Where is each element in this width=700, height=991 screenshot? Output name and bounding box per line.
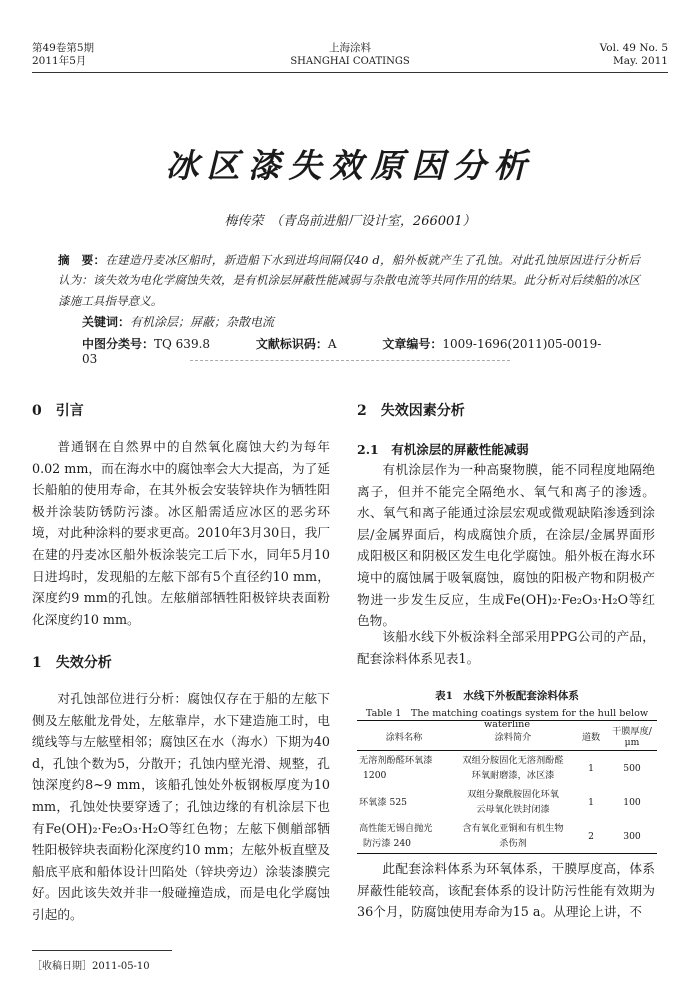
- keywords-label: 关键词：: [82, 315, 131, 329]
- table-row: [357, 785, 657, 819]
- author-affiliation: 梅传荣 （青岛前进船厂设计室，266001）: [224, 214, 476, 229]
- section-2-1-paragraph-2: 该船水线下外板涂料全部采用PPG公司的产品，配套涂料体系见表1。: [357, 629, 655, 666]
- table-cell-dft: 300: [607, 819, 657, 854]
- clc-value: TQ 639.8: [154, 337, 211, 351]
- footnote-rule: [32, 950, 172, 951]
- doc-code-value: A: [327, 337, 337, 351]
- table-cell-dft: 100: [623, 796, 641, 808]
- table-cell-desc: [451, 819, 575, 854]
- volume-issue-cn: 第49卷第5期: [32, 42, 95, 54]
- coating-name: 环氧漆 525: [359, 796, 408, 808]
- article-no-value: 1009-1696(2011)05-0019-03: [82, 337, 602, 366]
- coating-name-code: 1200: [363, 770, 387, 781]
- table-cell-coats: 1: [588, 762, 594, 774]
- section-2-1-heading: 2.1 有机涂层的屏蔽性能减弱: [357, 442, 529, 457]
- table-cell-coats: 1: [588, 796, 594, 808]
- section-2-1-paragraph-1: 有机涂层作为一种高聚物膜，能不同程度地隔绝离子，但并不能完全隔绝水、氧气和离子的渗透。水、氧气和离子能通过涂层宏观或微观缺陷渗透到涂层/金属界面后，构成腐蚀介质，在涂层/金属界面形成阳极区和阴极区发生电化学腐蚀。船外板在海水环境中的腐蚀属于吸氧腐蚀，腐蚀的阳极产物和阴极产物进一步发生反应，生成Fe(OH)₂·Fe₂O₃·H₂O等红色物。: [357, 462, 655, 629]
- table-row: [357, 751, 657, 786]
- header-journal: [0, 42, 700, 68]
- coating-desc-2: 环氧耐磨漆，冰区漆: [471, 770, 555, 781]
- volume-issue-en: Vol. 49 No. 5: [599, 42, 668, 54]
- doc-code-label: 文献标识码：: [255, 337, 328, 351]
- article-no-label: 文章编号：: [382, 337, 443, 351]
- paper-title: 冰区漆失效原因分析: [165, 146, 535, 185]
- table-cell-dft: 500: [623, 762, 641, 774]
- table-header-desc: 涂料简介: [451, 721, 575, 751]
- section-0-paragraph: 普通钢在自然界中的自然氧化腐蚀大约为每年0.02 mm，而在海水中的腐蚀率会大大提高，为了延长船舶的使用寿命，在其外板会安装锌块作为牺牲阳极并涂装防锈防污漆。冰区船需适应冰区的恶劣环境，对此种涂料的要求更高。2010年3月30日，我厂在建的丹麦冰区船外板涂装完工后下水，同年5月10日进坞时，发现船的左舷下部有5个直径约10 mm，深度约9 mm的孔蚀。左舷艏部牺牲阳极锌块表面粉化深度约10 mm。: [32, 439, 330, 627]
- date-cn: 2011年5月: [32, 55, 87, 67]
- journal-name-en: SHANGHAI COATINGS: [290, 56, 410, 67]
- keywords: [82, 313, 274, 330]
- journal-name-cn: 上海涂料: [329, 42, 371, 54]
- coating-name: 无溶剂酚醛环氧漆: [359, 755, 433, 766]
- table-cell-name: [357, 785, 451, 819]
- table-cell-name: [357, 819, 451, 854]
- coating-desc: 双组分聚酰胺固化环氧: [467, 789, 559, 800]
- coatings-table: [357, 720, 657, 854]
- table-cell-name: [357, 751, 451, 786]
- clc-label: 中图分类号：: [82, 337, 155, 351]
- table-header-row: [357, 721, 657, 751]
- coating-desc: 含有氧化亚铜和有机生物: [462, 823, 564, 834]
- section-2-heading: 2 失效因素分析: [357, 403, 465, 419]
- coating-name: 高性能无锡自抛光: [359, 823, 433, 834]
- table-header-coats: 道数: [575, 721, 607, 751]
- table-cell-coats: 2: [575, 819, 607, 854]
- coating-desc-2: 云母氧化铁封闭漆: [476, 804, 550, 815]
- received-date: ［收稿日期］2011-05-10: [32, 961, 150, 972]
- coating-desc: 双组分胺固化无溶剂酚醛: [462, 755, 564, 766]
- table-row: [357, 819, 657, 854]
- abstract: [58, 250, 640, 311]
- abstract-text: 在建造丹麦冰区船时，新造船下水到进坞间隔仅40 d，船外板就产生了孔蚀。对此孔蚀原因进行分析后认为：该失效为电化学腐蚀失效，是有机涂层屏蔽性能减弱与杂散电流等共同作用的结果。此分析对后续船的冰区漆施工具指导意义。: [58, 253, 640, 308]
- header-volume-en: [600, 42, 668, 68]
- section-0-heading: 0 引言: [32, 403, 84, 419]
- section-1-heading: 1 失效分析: [32, 655, 112, 671]
- table-cell-desc: [451, 751, 575, 786]
- table-header-dft: 干膜厚度/μm: [607, 721, 657, 751]
- header-rule: [32, 72, 668, 73]
- section-1-paragraph: 对孔蚀部位进行分析：腐蚀仅存在于船的左舷下侧及左舷舭龙骨处，左舷靠岸，水下建造施工时，电缆线等与左舷壁相邻；腐蚀区在水（海水）下期为40 d，孔蚀个数为5，分散开；孔蚀内壁光滑、规整，孔蚀深度约8~9 mm，该船孔蚀处外板钢板厚度为10 mm，孔蚀处快要穿透了；孔蚀边缘的有机涂层下也有Fe(OH)₂·Fe₂O₃·H₂O等红色物；左舷下侧艏部牺牲阳极锌块表面粉化深度约10 mm；左舷外板直壁及船底平底和船体设计凹陷处（锌块旁边）涂装漆膜完好。因此该失效并非一般碰撞造成，而是电化学腐蚀引起的。: [32, 691, 330, 922]
- date-en: May. 2011: [613, 55, 668, 67]
- coating-desc-2: 杀伤剂: [499, 838, 527, 849]
- abstract-divider: [190, 360, 510, 361]
- keywords-text: 有机涂层；屏蔽；杂散电流: [130, 315, 275, 329]
- table-caption-cn: 表1 水线下外板配套涂料体系: [435, 690, 579, 702]
- section-2-1-paragraph-3: 此配套涂料体系为环氧体系，干膜厚度高，体系屏蔽性能较高，该配套体系的设计防污性能有效期为36个月，防腐蚀使用寿命为15 a。从理论上讲，不: [357, 861, 655, 920]
- table-caption-en: Table 1 The matching coatings system for the hull below waterline: [365, 708, 649, 730]
- classification-line: [82, 335, 642, 366]
- table-header-name: 涂料名称: [357, 721, 451, 751]
- coating-name-code: 防污漆 240: [363, 838, 412, 849]
- abstract-label: 摘 要：: [58, 253, 106, 267]
- table-cell-desc: [451, 785, 575, 819]
